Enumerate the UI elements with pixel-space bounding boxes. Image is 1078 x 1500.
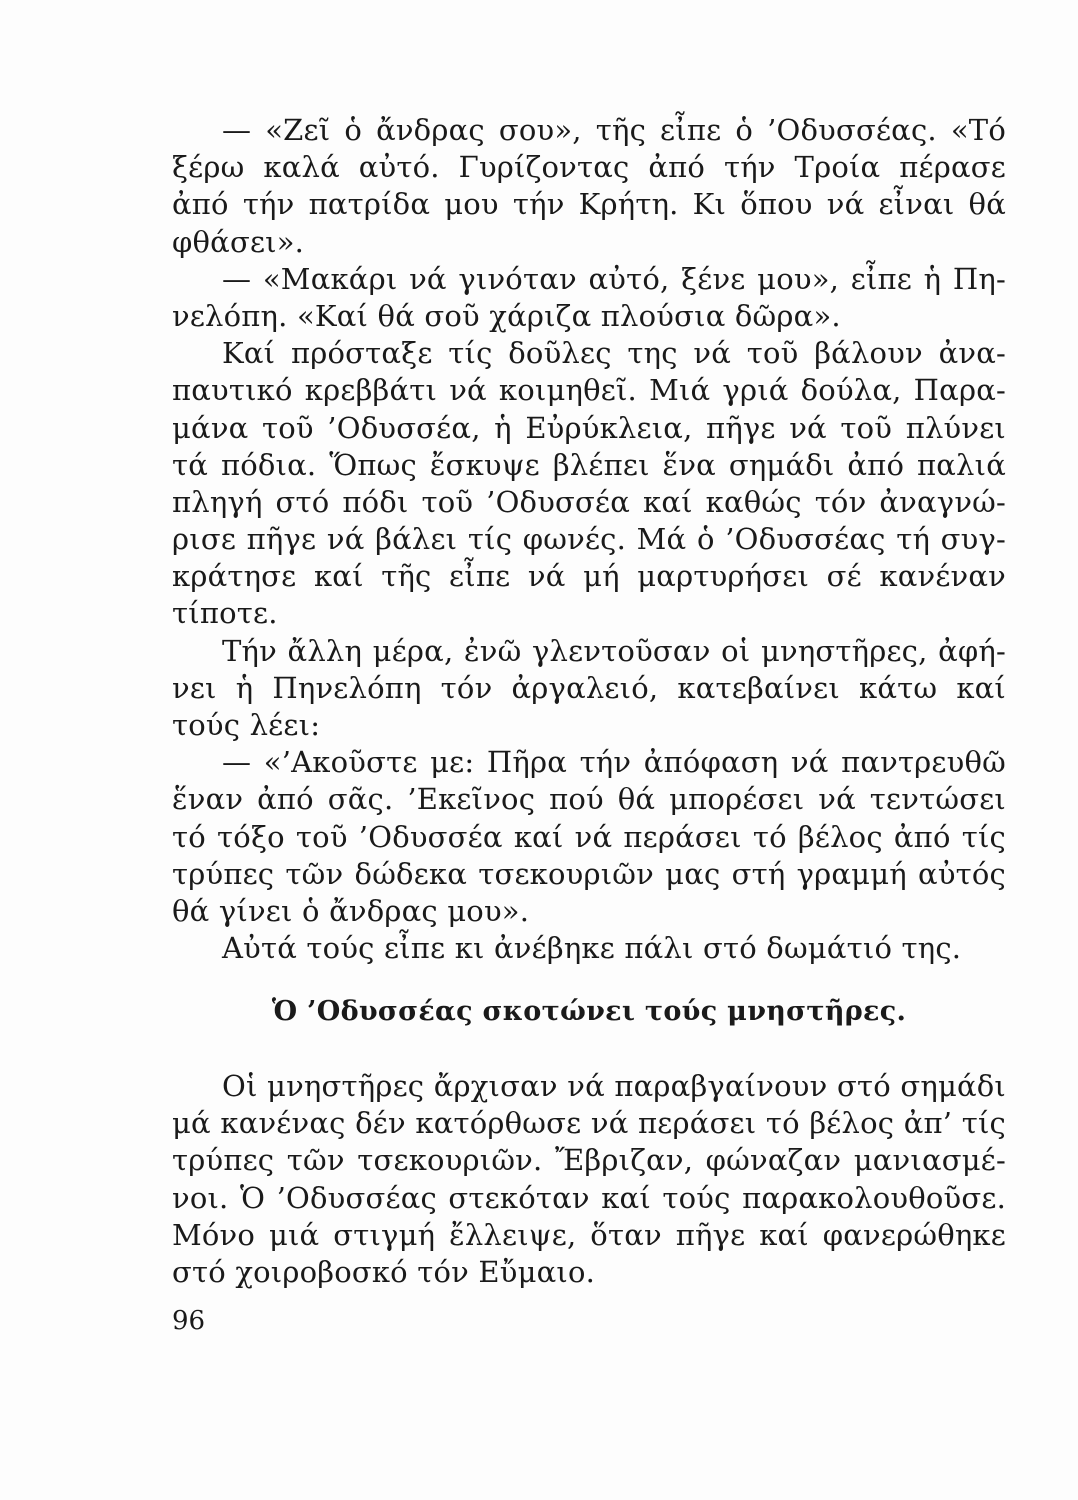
text-line: ἕναν ἀπό σᾶς. ’Εκεῖνος πού θά μπορέσει νά τεντώσει: [172, 782, 1006, 817]
text-line: νελόπη. «Καί θά σοῦ χάριζα πλούσια δῶρα».: [172, 298, 841, 333]
text-line: — «Μακάρι νά γινόταν αὐτό, ξένε μου», εἶπε ἡ Πη-: [222, 261, 1006, 296]
text-line: ἀπό τήν πατρίδα μου τήν Κρήτη. Κι ὅπου νά εἶναι θά: [172, 187, 1006, 222]
text-line: ρισε πῆγε νά βάλει τίς φωνές. Μά ὁ ’Οδυσσέας τή συγ-: [172, 522, 1006, 557]
text-line: τίποτε.: [172, 596, 278, 631]
text-line: — «’Ακοῦστε με: Πῆρα τήν ἀπόφαση νά παντρευθῶ: [222, 745, 1006, 780]
text-line: κράτησε καί τῆς εἶπε νά μή μαρτυρήσει σέ κανέναν: [172, 559, 1006, 594]
text-line: Μόνο μιά στιγμή ἔλλειψε, ὅταν πῆγε καί φανερώθηκε: [172, 1217, 1006, 1252]
text-line: τό τόξο τοῦ ’Οδυσσέα καί νά περάσει τό βέλος ἀπό τίς: [172, 819, 1006, 854]
text-line: παυτικό κρεββάτι νά κοιμηθεῖ. Μιά γριά δούλα, Παρα-: [172, 373, 1006, 408]
text-line: τρύπες τῶν δώδεκα τσεκουριῶν μας στή γραμμή αὐτός: [172, 856, 1006, 891]
text-line: νει ἡ Πηνελόπη τόν ἀργαλειό, κατεβαίνει κάτω καί: [172, 670, 1006, 705]
text-line: στό χοιροβοσκό τόν Εὔμαιο.: [172, 1254, 596, 1289]
text-line: Τήν ἄλλη μέρα, ἐνῶ γλεντοῦσαν οἱ μνηστῆρες, ἀφή-: [222, 633, 1006, 668]
text-line: Οἱ μνηστῆρες ἄρχισαν νά παραβγαίνουν στό σημάδι: [222, 1069, 1006, 1103]
page-number: 96: [172, 1306, 206, 1336]
main-text: [172, 112, 1006, 967]
text-line: Αὐτά τούς εἶπε κι ἀνέβηκε πάλι στό δωμάτιό της.: [222, 931, 962, 966]
text-line: τρύπες τῶν τσεκουριῶν. Ἔβριζαν, φώναζαν μανιασμέ-: [172, 1143, 1006, 1178]
text-line: Καί πρόσταξε τίς δοῦλες της νά τοῦ βάλουν ἀνα-: [222, 336, 1006, 371]
text-line: νοι. Ὁ ’Οδυσσέας στεκόταν καί τούς παρακολουθοῦσε.: [172, 1180, 1006, 1215]
section-text: [172, 1068, 1006, 1291]
text-line: — «Ζεῖ ὁ ἄνδρας σου», τῆς εἶπε ὁ ’Οδυσσέας. «Τό: [222, 113, 1006, 147]
section-heading: Ὁ ’Οδυσσέας σκοτώνει τούς μνηστῆρες.: [271, 996, 907, 1027]
text-line: μά κανένας δέν κατόρθωσε νά περάσει τό βέλος ἀπ’ τίς: [172, 1106, 1006, 1141]
text-line: τά πόδια. Ὅπως ἔσκυψε βλέπει ἕνα σημάδι ἀπό παλιά: [172, 447, 1006, 482]
text-line: μάνα τοῦ ’Οδυσσέα, ἡ Εὐρύκλεια, πῆγε νά τοῦ πλύνει: [172, 410, 1006, 445]
text-line: πληγή στό πόδι τοῦ ’Οδυσσέα καί καθώς τόν ἀναγνώ-: [172, 484, 1006, 519]
text-line: θά γίνει ὁ ἄνδρας μου».: [172, 893, 530, 928]
text-line: τούς λέει:: [172, 708, 321, 742]
text-line: φθάσει».: [172, 224, 305, 259]
text-line: ξέρω καλά αὐτό. Γυρίζοντας ἀπό τήν Τροία πέρασε: [172, 150, 1006, 185]
